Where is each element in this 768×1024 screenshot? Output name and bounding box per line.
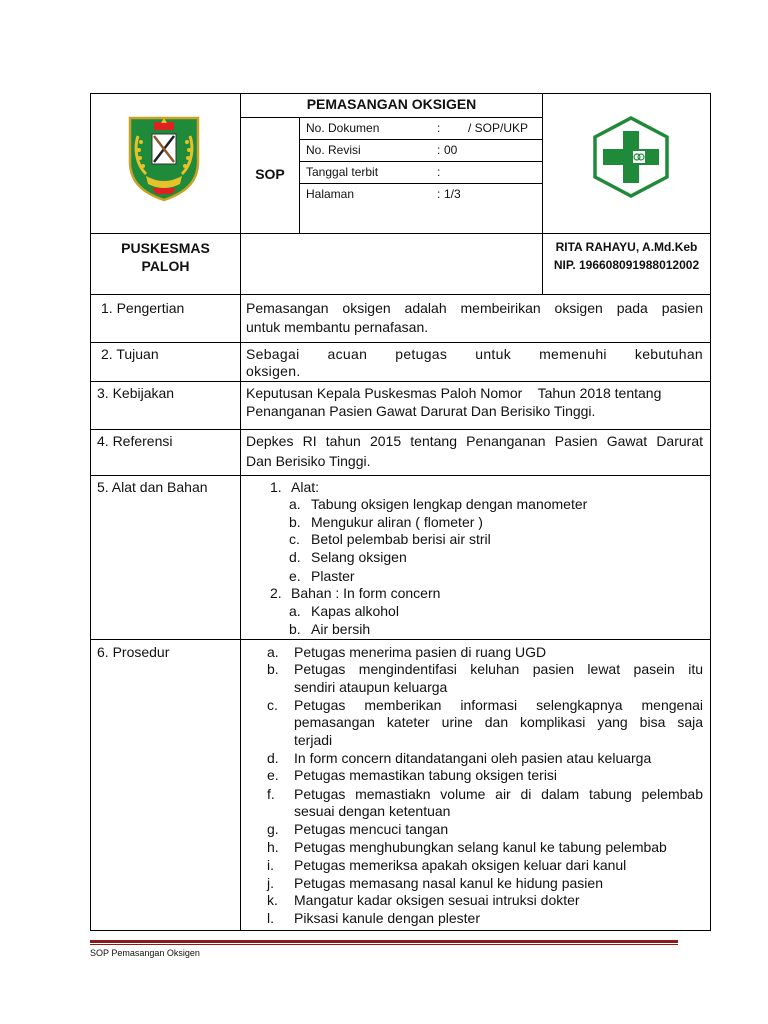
list-marker: 2.	[270, 585, 282, 601]
list-text: Petugas memastiakn volume air di dalam tabung pelembab	[294, 786, 703, 802]
doc-row-sep: :	[437, 187, 441, 201]
list-marker: b.	[289, 514, 301, 530]
list-marker: 1.	[270, 479, 282, 495]
list-marker: b.	[289, 621, 301, 637]
list-marker: e.	[267, 767, 279, 783]
doc-row-sep: :	[437, 165, 441, 179]
list-text: Selang oksigen	[311, 549, 407, 565]
list-text: Petugas memasang nasal kanul ke hidung pasien	[294, 875, 603, 891]
list-text: Bahan : In form concern	[291, 585, 441, 601]
list-text: Petugas mengindentifasi keluhan pasien lewat pasein itu	[294, 661, 703, 677]
section-label-referensi: 4. Referensi	[97, 433, 173, 449]
list-marker: d.	[267, 750, 279, 766]
signer-nip: NIP. 196608091988012002	[553, 258, 700, 272]
section-label-prosedur: 6. Prosedur	[97, 644, 170, 660]
list-text: pemasangan kateter urine dan komplikasi yang bisa saja	[294, 714, 703, 730]
list-marker: c.	[289, 531, 300, 547]
list-marker: a.	[289, 496, 301, 512]
doc-row-label: Tanggal terbit	[306, 165, 379, 179]
footer-rule	[90, 940, 678, 945]
list-text: Mangatur kadar oksigen sesuai intruksi dokter	[294, 892, 580, 908]
section-text-line: Penanganan Pasien Gawat Darurat Dan Berisiko Tinggi.	[246, 403, 596, 419]
section-text-line: Keputusan Kepala Puskesmas Paloh Nomor Tahun 2018 tentang	[246, 385, 662, 401]
list-text: sendiri ataupun keluarga	[294, 679, 448, 695]
list-marker: d.	[289, 549, 301, 565]
doc-row-label: No. Dokumen	[306, 121, 380, 135]
footer-text: SOP Pemasangan Oksigen	[90, 948, 200, 958]
list-marker: l.	[267, 910, 274, 926]
doc-row-value: 1/3	[444, 187, 461, 201]
doc-row-label: Halaman	[306, 187, 355, 201]
section-text-line: Pemasangan oksigen adalah membeirikan oksigen pada pasien	[246, 300, 703, 316]
section-text-line: oksigen.	[246, 363, 301, 379]
list-text: Mengukur aliran ( flometer )	[311, 514, 483, 530]
section-label-alat: 5. Alat dan Bahan	[97, 479, 208, 495]
regional-emblem-logo	[124, 114, 204, 202]
list-text: Air bersih	[311, 621, 371, 637]
list-text: terjadi	[294, 732, 333, 748]
org-name-line1: PUSKESMAS	[121, 240, 210, 256]
section-text-line: Sebagai acuan petugas untuk memenuhi kebutuhan	[246, 346, 703, 362]
doc-row-label: No. Revisi	[306, 143, 361, 157]
list-text: Petugas menerima pasien di ruang UGD	[294, 644, 547, 660]
signer-name: RITA RAHAYU, A.Md.Keb	[555, 240, 698, 254]
list-marker: b.	[267, 661, 279, 677]
list-marker: f.	[267, 786, 275, 802]
section-text-line: Depkes RI tahun 2015 tentang Penanganan Pasien Gawat Darurat	[246, 433, 703, 449]
list-text: Kapas alkohol	[311, 603, 399, 619]
doc-row-sep: :	[437, 121, 441, 135]
puskesmas-logo	[591, 115, 671, 199]
list-marker: a.	[267, 644, 279, 660]
list-text: Petugas memeriksa apakah oksigen keluar dari kanul	[294, 857, 627, 873]
list-text: Alat:	[291, 479, 320, 495]
list-text: Petugas memberikan informasi selengkapnya mengenai	[294, 697, 703, 713]
list-marker: c.	[267, 697, 278, 713]
section-label-pengertian: 1. Pengertian	[101, 300, 185, 316]
org-name-line2: PALOH	[141, 258, 190, 274]
list-text: Petugas memastikan tabung oksigen terisi	[294, 767, 558, 783]
list-marker: h.	[267, 839, 279, 855]
section-label-kebijakan: 3. Kebijakan	[97, 385, 175, 401]
list-text: Tabung oksigen lengkap dengan manometer	[311, 496, 588, 512]
list-marker: a.	[289, 603, 301, 619]
list-marker: k.	[267, 892, 278, 908]
list-marker: j.	[267, 875, 274, 891]
sop-label: SOP	[255, 166, 285, 182]
list-marker: i.	[267, 857, 274, 873]
list-marker: g.	[267, 821, 279, 837]
list-text: In form concern ditandatangani oleh pasien atau keluarga	[294, 750, 652, 766]
list-text: Petugas mencuci tangan	[294, 821, 449, 837]
list-text: Plaster	[311, 568, 355, 584]
doc-row-sep: :	[437, 143, 441, 157]
list-marker: e.	[289, 568, 301, 584]
section-text-line: Dan Berisiko Tinggi.	[246, 453, 371, 469]
section-text-line: untuk membantu pernafasan.	[246, 319, 429, 335]
list-text: Petugas menghubungkan selang kanul ke tabung pelembab	[294, 839, 667, 855]
list-text: Piksasi kanule dengan plester	[294, 910, 481, 926]
doc-row-value: / SOP/UKP	[468, 121, 529, 135]
doc-row-value: 00	[444, 143, 458, 157]
document-title: PEMASANGAN OKSIGEN	[306, 96, 477, 112]
section-label-tujuan: 2. Tujuan	[101, 346, 159, 362]
list-text: Betol pelembab berisi air stril	[311, 531, 491, 547]
list-text: sesuai dengan ketentuan	[294, 803, 451, 819]
